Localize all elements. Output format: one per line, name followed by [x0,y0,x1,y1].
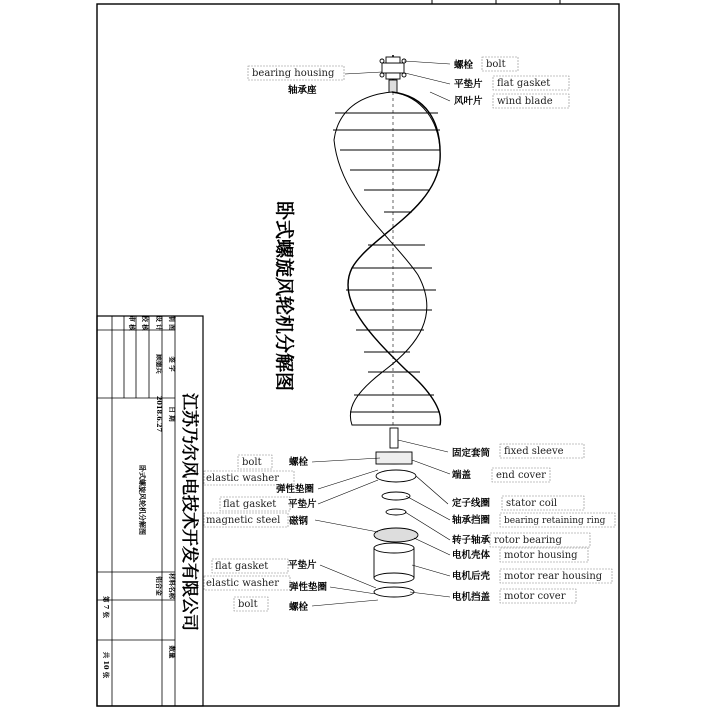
part-cn: 平垫片 [288,499,317,510]
part-en: bolt [238,599,258,610]
qty-header: 数量 [168,645,176,659]
part-en: fixed sleeve [504,446,564,457]
part-en: bolt [486,59,506,70]
signer-name: 顾德兵 [155,354,163,374]
part-en: bolt [242,457,262,468]
part-label [204,513,309,527]
part-cn: 风叶片 [454,96,483,107]
part-en: motor rear housing [504,571,603,582]
part-label [204,471,315,495]
part-label [454,94,569,108]
role-label: 制 图 [168,315,176,331]
part-cn: 螺栓 [454,60,474,71]
part-en: motor housing [504,550,578,561]
material-header: 材料名称 [168,573,176,599]
part-label [454,76,569,90]
drawing-date: 2018.6.27 [155,395,163,433]
drawing-title: 卧式螺旋风轮机分解图 [273,200,295,392]
part-label [204,576,328,593]
part-label [452,548,588,562]
part-cn: 轴承座 [288,85,317,96]
wind-blade [333,92,441,425]
part-label [248,66,344,96]
date-header: 日 期 [168,406,176,422]
part-cn: 磁钢 [289,516,309,527]
part-en: flat gasket [215,561,269,572]
part-label [452,513,615,527]
role-label: 设 计 [155,315,163,331]
part-label [220,497,317,511]
part-label [234,597,309,613]
part-cn: 轴承挡圈 [452,515,491,526]
part-en: stator coil [506,498,558,509]
company-name: 江苏乃尔风电技术开发有限公司 [179,393,199,631]
sheet-total: 共 10 张 [102,651,110,679]
part-cn: 端盖 [452,470,472,481]
part-cn: 弹性垫圈 [276,484,315,495]
role-label: 审 核 [128,315,136,331]
part-en: flat gasket [497,78,551,89]
part-label [452,533,590,547]
part-label [212,559,317,573]
part-cn: 弹性垫圈 [289,582,328,593]
sign-header: 签 字 [168,356,176,372]
part-cn: 固定套筒 [452,448,491,459]
part-cn: 转子轴承 [452,535,491,546]
part-label [452,589,576,603]
part-en: elastic washer [206,473,279,484]
part-label [452,569,612,583]
part-en: bearing housing [252,68,335,79]
title-block-text [102,314,200,678]
part-cn: 平垫片 [454,79,483,90]
role-label: 校 核 [141,315,149,331]
lower-assembly [374,428,418,597]
part-cn: 电机壳体 [452,550,491,561]
part-cn: 电机挡盖 [452,592,491,603]
part-label [238,455,309,469]
role-labels [128,314,177,331]
part-en: motor cover [504,591,566,602]
part-en: rotor bearing [494,535,562,546]
material-value: 铝合金 [155,576,163,596]
part-en: elastic washer [206,578,279,589]
right-labels [451,57,615,603]
part-cn: 电机后壳 [452,571,491,582]
part-en: flat gasket [223,499,277,510]
part-label [451,468,550,482]
sheet-number: 第 7 张 [102,595,110,619]
drawing-name: 卧式螺旋风轮机分解图 [138,465,147,535]
part-label [452,444,584,459]
part-label [454,57,518,71]
part-en: end cover [496,470,546,481]
part-cn: 平垫片 [288,560,317,571]
part-cn: 螺栓 [289,602,309,613]
part-cn: 螺栓 [289,457,309,468]
part-label [452,496,584,510]
part-cn: 定子线圈 [452,498,491,509]
part-en: magnetic steel [206,515,281,526]
part-en: wind blade [497,96,553,107]
part-en: bearing retaining ring [504,516,606,526]
